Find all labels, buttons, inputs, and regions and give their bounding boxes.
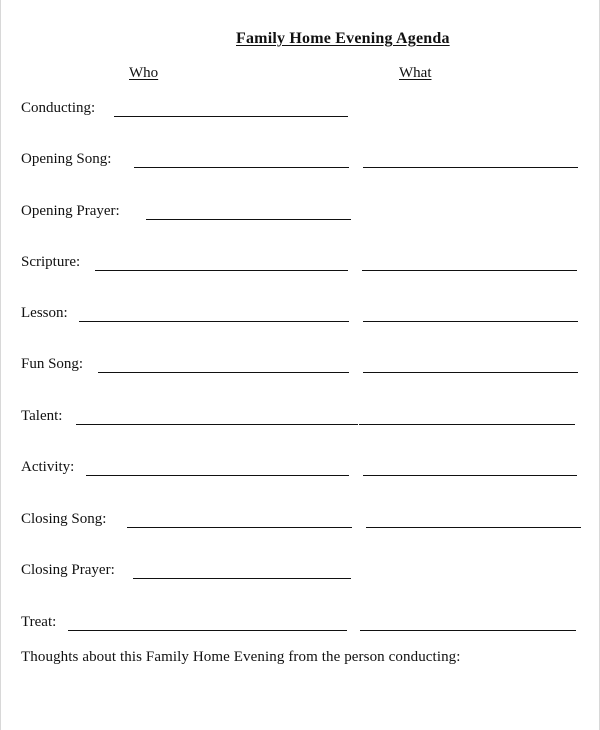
row-label: Conducting: — [21, 100, 96, 116]
who-blank-line[interactable] — [76, 424, 358, 425]
who-blank-line[interactable] — [146, 219, 351, 220]
what-blank-line[interactable] — [363, 167, 578, 168]
what-blank-line[interactable] — [360, 630, 576, 631]
agenda-row-scripture — [21, 254, 591, 274]
what-blank-line[interactable] — [359, 424, 575, 425]
who-blank-line[interactable] — [95, 270, 348, 271]
what-blank-line[interactable] — [363, 372, 578, 373]
agenda-row-closing-prayer — [21, 562, 591, 582]
row-label: Activity: — [21, 459, 75, 475]
agenda-row-conducting — [21, 100, 591, 120]
who-blank-line[interactable] — [86, 475, 349, 476]
agenda-row-treat — [21, 614, 591, 634]
agenda-row-activity — [21, 459, 591, 479]
row-label: Treat: — [21, 614, 57, 630]
who-blank-line[interactable] — [114, 116, 348, 117]
agenda-row-opening-song — [21, 151, 591, 171]
row-label: Lesson: — [21, 305, 68, 321]
who-blank-line[interactable] — [68, 630, 347, 631]
row-label: Closing Prayer: — [21, 562, 115, 578]
thoughts-prompt: Thoughts about this Family Home Evening from the person conducting: — [21, 649, 461, 665]
agenda-row-fun-song — [21, 356, 591, 376]
who-blank-line[interactable] — [98, 372, 349, 373]
who-blank-line[interactable] — [134, 167, 349, 168]
row-label: Opening Prayer: — [21, 203, 120, 219]
what-blank-line[interactable] — [366, 527, 581, 528]
row-label: Fun Song: — [21, 356, 84, 372]
column-header-who: Who — [129, 65, 159, 81]
column-header-what: What — [399, 65, 432, 81]
who-blank-line[interactable] — [133, 578, 351, 579]
agenda-row-lesson — [21, 305, 591, 325]
row-label: Closing Song: — [21, 511, 107, 527]
what-blank-line[interactable] — [362, 270, 577, 271]
agenda-row-talent — [21, 408, 591, 428]
row-label: Scripture: — [21, 254, 81, 270]
page-title: Family Home Evening Agenda — [236, 30, 450, 47]
agenda-row-closing-song — [21, 511, 591, 531]
who-blank-line[interactable] — [79, 321, 349, 322]
row-label: Opening Song: — [21, 151, 112, 167]
who-blank-line[interactable] — [127, 527, 352, 528]
agenda-row-opening-prayer — [21, 203, 591, 223]
what-blank-line[interactable] — [363, 475, 577, 476]
row-label: Talent: — [21, 408, 63, 424]
what-blank-line[interactable] — [363, 321, 578, 322]
